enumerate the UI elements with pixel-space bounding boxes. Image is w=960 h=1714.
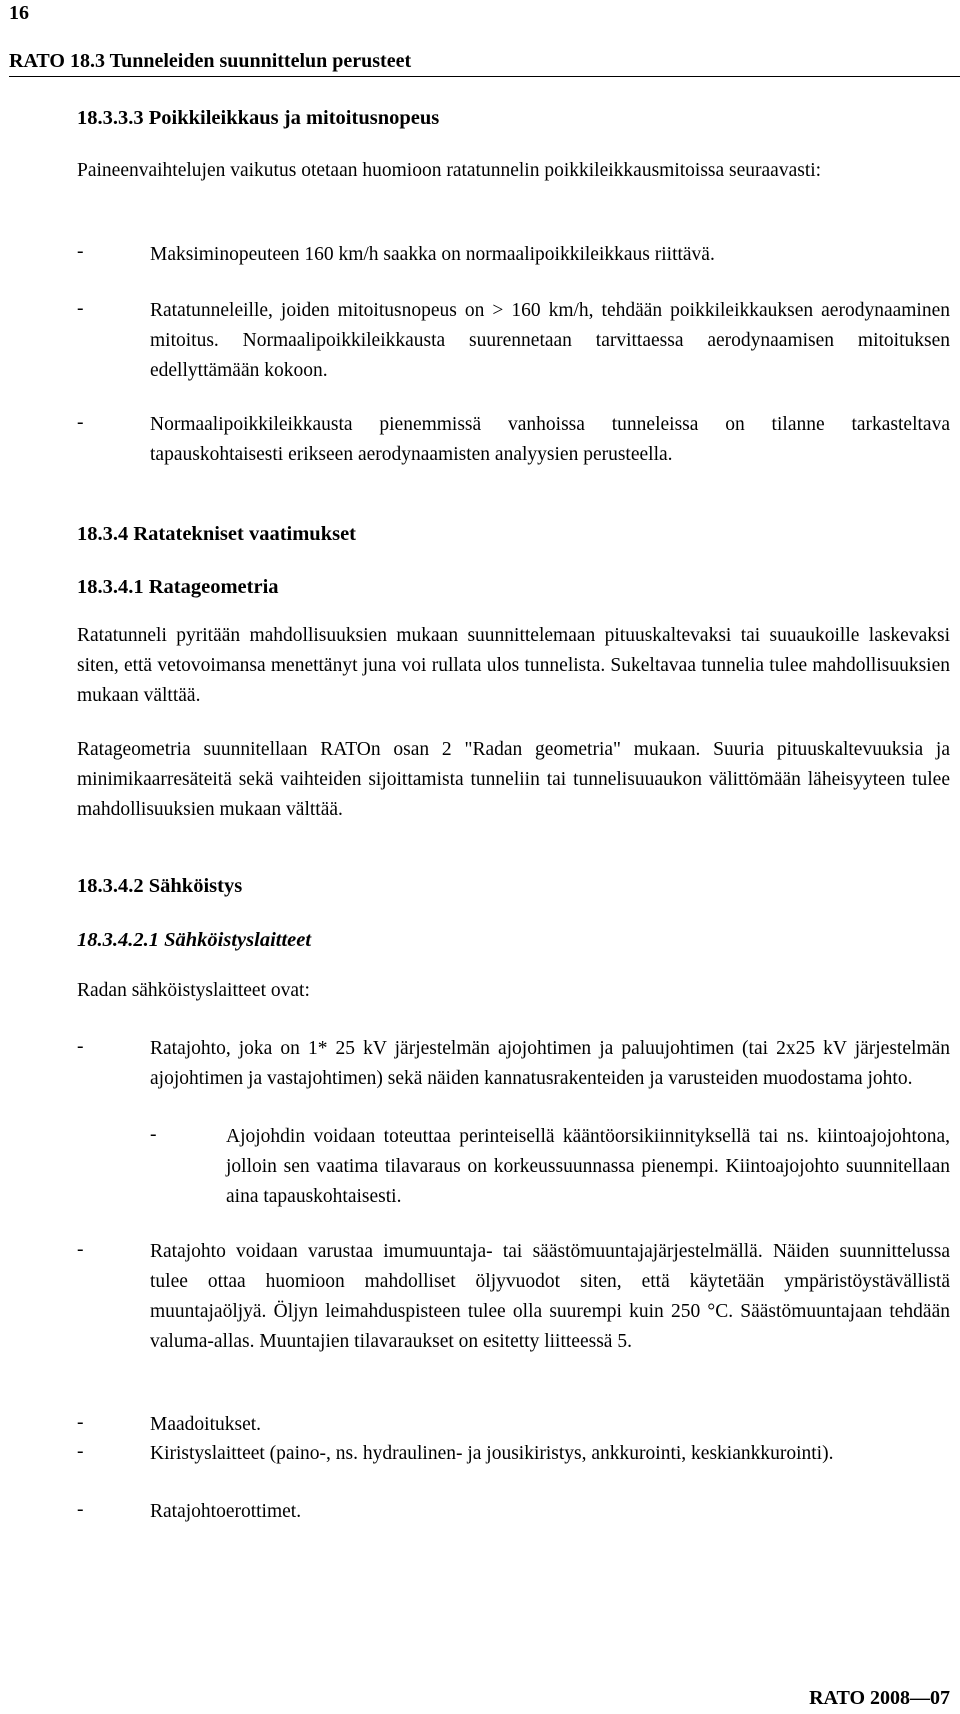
list-dash: -: [77, 241, 84, 262]
ratageometria-paragraph-2: Ratageometria suunnitellaan RATOn osan 2 "Radan geometria" mukaan. Suuria pituuskaltevuuksia ja minimikaarresäteitä sekä vaihteiden sijoittamista tunneliin tai tunnelisuuaukon välittömään läheisyyteen tulee mahdollisuuksien mukaan välttää.: [77, 739, 950, 820]
list-item-ratajohto: Ratajohto, joka on 1* 25 kV järjestelmän ajojohtimen ja paluujohtimen (tai 2x25 kV järjestelmän ajojohtimen ja vastajohtimen) sekä näiden kannatusrakenteiden ja varusteiden muodostama johto.: [150, 1038, 950, 1089]
list-dash: -: [77, 1441, 84, 1462]
running-header: RATO 18.3 Tunneleiden suunnittelun perusteet: [9, 50, 412, 72]
list-item-imumuuntaja: Ratajohto voidaan varustaa imumuuntaja- tai säästömuuntajajärjestelmällä. Näiden suunnittelussa tulee ottaa huomioon mahdolliset öljyvuodot siten, että käytetään ympäristöystävällistä muuntajaöljyä. Öljyn leimahduspisteen tulee olla suurempi kuin 250 °C. Säästömuuntajaan tehdään valuma-allas. Muuntajien tilavaraukset on esitetty liitteessä 5.: [150, 1241, 950, 1352]
ratageometria-paragraph-1: Ratatunneli pyritään mahdollisuuksien mukaan suunnittelemaan pituuskaltevaksi tai suuaukoille laskevaksi siten, että vetovoimansa menettänyt juna voi rullata ulos tunnelista. Sukeltavaa tunnelia tulee mahdollisuuksien mukaan välttää.: [77, 625, 950, 706]
list-dash: -: [77, 1036, 84, 1057]
list-dash: -: [77, 1499, 84, 1520]
section-heading-18-3-4-2-1: 18.3.4.2.1 Sähköistyslaitteet: [77, 929, 312, 951]
list-dash: -: [77, 412, 84, 433]
sublist-dash: -: [150, 1124, 157, 1145]
page-number: 16: [9, 2, 29, 24]
list-dash: -: [77, 1412, 84, 1433]
list-item-ratajohtoerottimet: Ratajohtoerottimet.: [150, 1501, 302, 1522]
list-item: Normaalipoikkileikkausta pienemmissä vanhoissa tunneleissa on tilanne tarkasteltava tapauskohtaisesti erikseen aerodynaamisten analyysien perusteella.: [150, 414, 950, 465]
section-heading-18-3-3-3: 18.3.3.3 Poikkileikkaus ja mitoitusnopeus: [77, 107, 440, 129]
section-heading-18-3-4-2: 18.3.4.2 Sähköistys: [77, 875, 243, 897]
list-dash: -: [77, 298, 84, 319]
sublist-item-ajojohdin: Ajojohdin voidaan toteuttaa perinteisellä kääntöorsikiinnityksellä tai ns. kiintoajojohtona, jolloin sen vaatima tilavaraus on korkeussuunnassa pienempi. Kiintoajojohto suunnitellaan aina tapauskohtaisesti.: [226, 1126, 950, 1207]
footer-doc-id: RATO 2008—07: [809, 1687, 950, 1709]
header-rule: [9, 76, 960, 77]
list-item: Ratatunneleille, joiden mitoitusnopeus on > 160 km/h, tehdään poikkileikkauksen aerodynaaminen mitoitus. Normaalipoikkileikkausta suurennetaan tarvittaessa aerodynaamisen mitoituksen edellyttämään kokoon.: [150, 300, 950, 381]
section-heading-18-3-4: 18.3.4 Ratatekniset vaatimukset: [77, 523, 357, 545]
section-heading-18-3-4-1: 18.3.4.1 Ratageometria: [77, 576, 279, 598]
list-dash: -: [77, 1239, 84, 1260]
list-item-kiristyslaitteet: Kiristyslaitteet (paino-, ns. hydraulinen- ja jousikiristys, ankkurointi, keskiankkurointi).: [150, 1443, 834, 1464]
equipment-intro: Radan sähköistyslaitteet ovat:: [77, 980, 310, 1001]
list-item: Maksiminopeuteen 160 km/h saakka on normaalipoikkileikkaus riittävä.: [150, 244, 715, 265]
list-item-maadoitukset: Maadoitukset.: [150, 1414, 262, 1435]
section-intro-paragraph: Paineenvaihtelujen vaikutus otetaan huomioon ratatunnelin poikkileikkausmitoissa seuraavasti:: [77, 160, 822, 181]
